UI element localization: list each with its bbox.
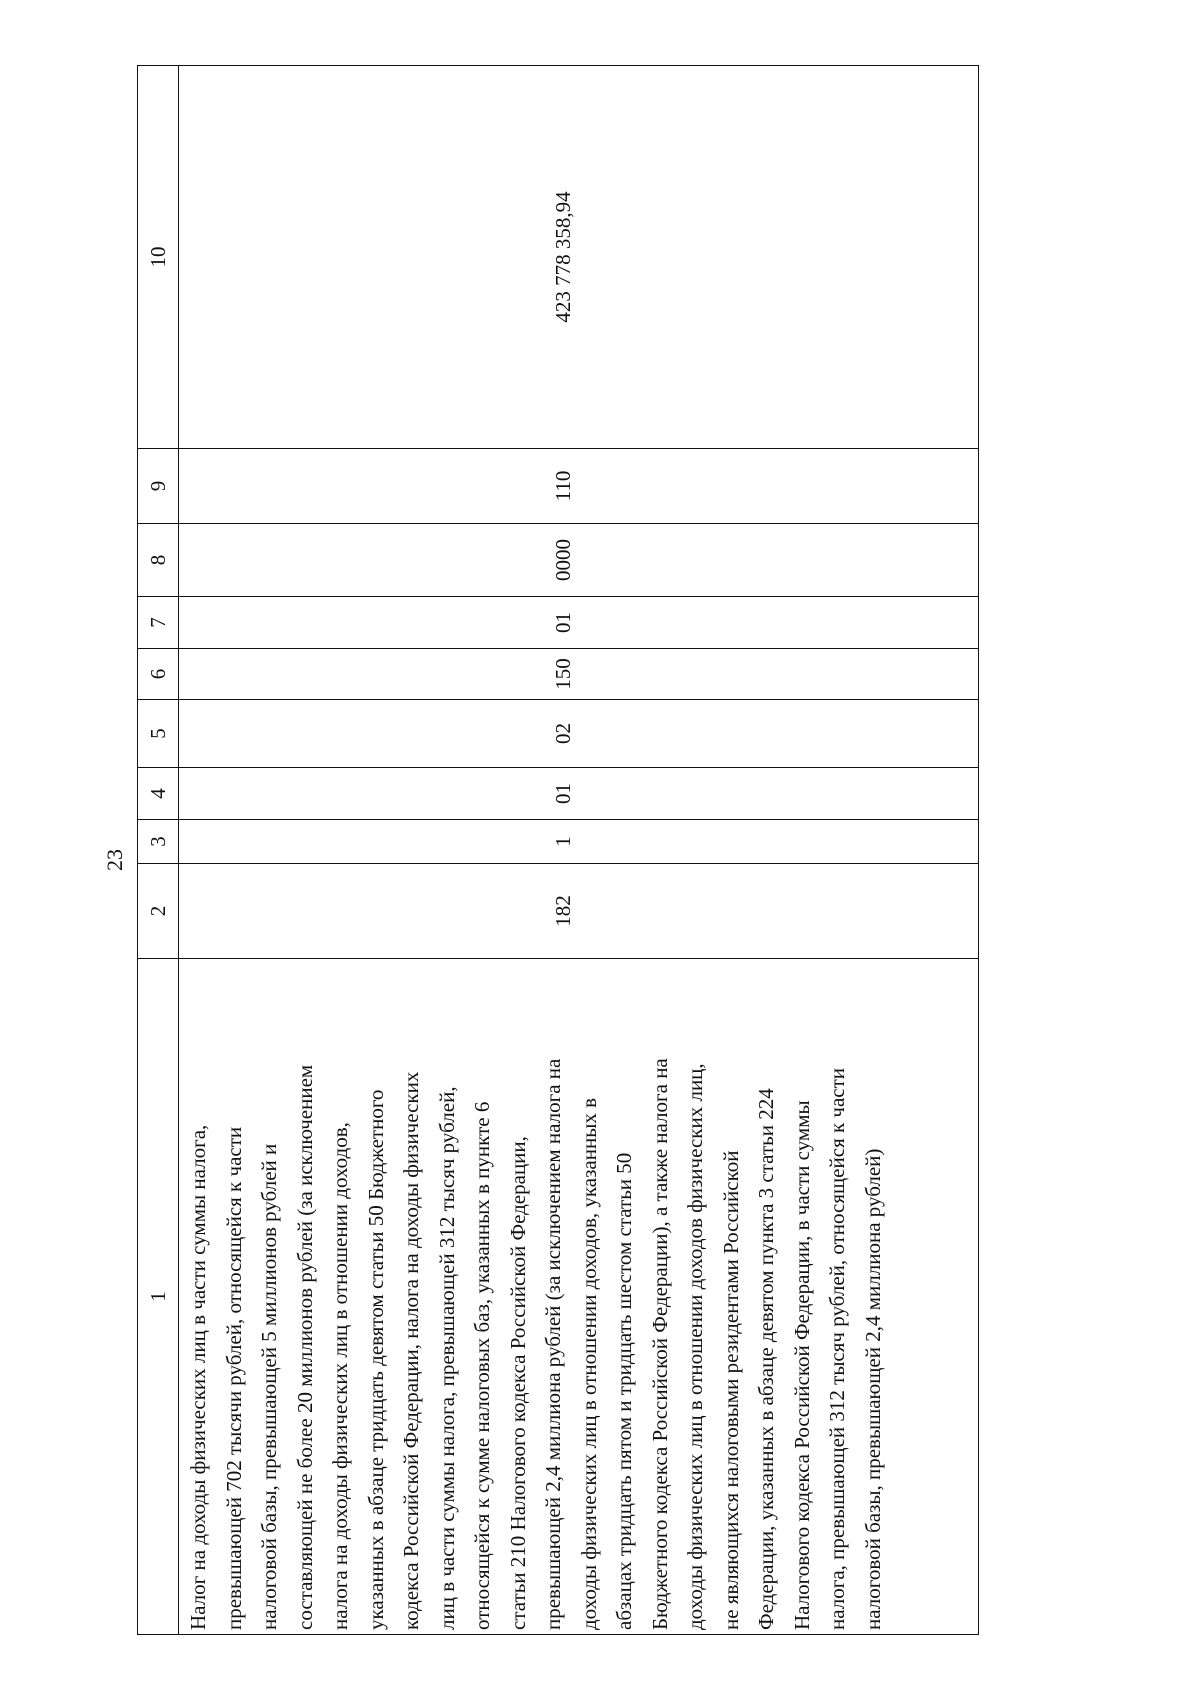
description-line: не являющихся налоговыми резидентами Российской bbox=[718, 1150, 743, 1630]
code-cell-3 bbox=[179, 820, 979, 864]
description-line: налоговой базы, превышающей 2,4 миллиона рублей) bbox=[860, 1148, 885, 1630]
column-header-10: 10 bbox=[138, 66, 179, 449]
code-cell-8 bbox=[179, 524, 979, 597]
code-value: 01 bbox=[551, 612, 575, 633]
code-value: 182 bbox=[551, 895, 575, 927]
description-line: превышающей 702 тысячи рублей, относящейся к части bbox=[221, 1126, 246, 1630]
column-header-9: 9 bbox=[138, 449, 179, 524]
column-header-7: 7 bbox=[138, 597, 179, 649]
description-line: доходы физических лиц в отношении доходов физических лиц, bbox=[683, 1063, 707, 1630]
description-line: Налог на доходы физических лиц в части суммы налога, bbox=[186, 1124, 210, 1630]
page-number: 23 bbox=[102, 849, 127, 871]
code-cell-2 bbox=[179, 864, 979, 959]
code-cell-9 bbox=[179, 449, 979, 524]
code-cell-4 bbox=[179, 768, 979, 820]
code-value: 110 bbox=[551, 470, 575, 502]
description-line: налога, превышающей 312 тысяч рублей, относящейся к части bbox=[825, 1067, 849, 1630]
description-line: Федерации, указанных в абзаце девятом пункта 3 статьи 224 bbox=[754, 1088, 778, 1630]
description-line: статьи 210 Налогового кодекса Российской Федерации, bbox=[505, 1136, 530, 1630]
description-line: налоговой базы, превышающей 5 миллионов рублей и bbox=[257, 1143, 281, 1630]
description-line: Бюджетного кодекса Российской Федерации), а также налога на bbox=[647, 1058, 672, 1630]
header-row bbox=[138, 66, 179, 1635]
column-header-2: 2 bbox=[138, 864, 179, 959]
description-line: кодекса Российской Федерации, налога на доходы физических bbox=[399, 1071, 423, 1630]
description-line: лиц в части суммы налога, превышающей 312 тысяч рублей, bbox=[434, 1086, 459, 1630]
column-header-1: 1 bbox=[138, 959, 179, 1635]
column-header-4: 4 bbox=[138, 768, 179, 820]
code-cell-6 bbox=[179, 649, 979, 700]
code-value: 01 bbox=[551, 783, 575, 804]
description-line: абзацах тридцать пятом и тридцать шестом статьи 50 bbox=[612, 1152, 636, 1630]
amount-cell bbox=[179, 66, 979, 449]
code-value: 02 bbox=[551, 723, 575, 744]
column-header-8: 8 bbox=[138, 524, 179, 597]
code-cell-5 bbox=[179, 700, 979, 768]
amount-value: 423 778 358,94 bbox=[551, 191, 575, 323]
description-line: превышающей 2,4 миллиона рублей (за исключением налога на bbox=[541, 1058, 565, 1630]
budget-table-rotated bbox=[137, 66, 977, 1635]
column-header-5: 5 bbox=[138, 700, 179, 768]
column-header-3: 3 bbox=[138, 820, 179, 864]
description-line: налога на доходы физических лиц в отношении доходов, bbox=[328, 1122, 352, 1630]
code-value: 150 bbox=[551, 658, 575, 690]
code-value: 1 bbox=[551, 836, 575, 847]
table-row bbox=[179, 66, 979, 1635]
description-line: доходы физических лиц в отношении доходов, указанных в bbox=[576, 1098, 601, 1630]
description-line: Налогового кодекса Российской Федерации, в части суммы bbox=[789, 1100, 814, 1630]
row-description bbox=[179, 959, 979, 1635]
budget-table bbox=[137, 65, 979, 1635]
column-header-6: 6 bbox=[138, 649, 179, 700]
code-value: 0000 bbox=[551, 539, 575, 581]
description-line: указанных в абзаце тридцать девятом статьи 50 Бюджетного bbox=[363, 1089, 388, 1630]
description-line: относящейся к сумме налоговых баз, указанных в пункте 6 bbox=[470, 1101, 494, 1630]
description-line: составляющей не более 20 миллионов рублей (за исключением bbox=[292, 1064, 317, 1630]
code-cell-7 bbox=[179, 597, 979, 649]
